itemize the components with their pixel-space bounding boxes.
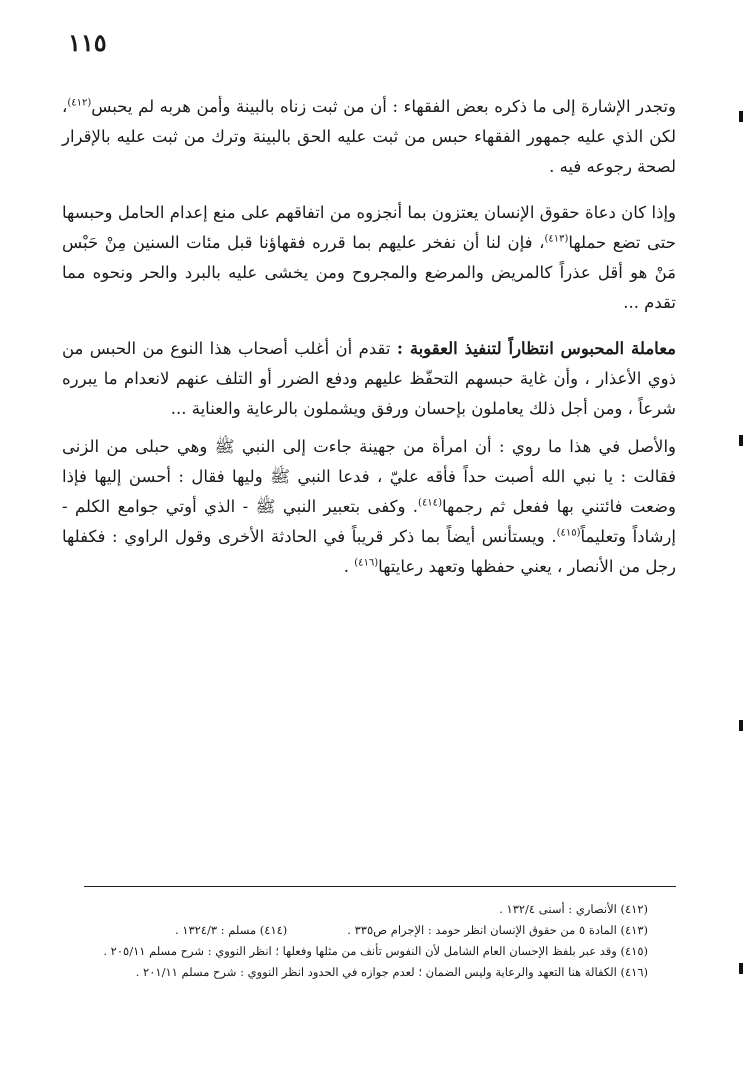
footnote-ref-412[interactable]: (٤١٢) (67, 97, 92, 109)
footnote-416: (٤١٦) الكفالة هنا التعهد والرعاية وليس الضمان ؛ لعدم جوازه في الحدود انظر النووي : شرح مسلم ٢٠١/١١ . (135, 965, 648, 979)
scan-margin-mark (739, 111, 743, 122)
scan-margin-mark (739, 963, 743, 974)
footnote-413: (٤١٣) المادة ٥ من حقوق الإنسان انظر حومد : الإجرام ص٣٣٥ . (347, 923, 648, 937)
paragraph-4: والأصل في هذا ما روي : أن امرأة من جهينة جاءت إلى النبي ﷺ وهي حبلى من الزنى فقالت : يا نبي الله أصبت حداً فأقه عليّ ، فدعا النبي ﷺ وليها فقال : أحسن إليها فإذا وضعت فائتني بها ففعل ثم رجمها$^{(٤١٤)}$. وكفى بتعبير النبي ﷺ - الذي أوتي جوامع الكلم - إرشاداً وتعليماً$^{(٤١٥)}$. ويستأنس أيضاً بما ذكر قريباً في الحادثة الأخرى وقول الراوي : فكفلها رجل من الأنصار ، يعني حفظها وتعهد رعايتها$^{(٤١٦)}$ . (62, 437, 676, 576)
footnote-ref-416[interactable]: (٤١٦) (354, 557, 379, 569)
section-heading: معاملة المحبوس انتظاراً لتنفيذ العقوبة : (396, 339, 677, 358)
footnote-415: (٤١٥) وقد عبر بلفظ الإحسان العام الشامل لأن النفوس تأنف من مثلها وفعلها ؛ انظر النووي : شرح مسلم ٢٠٥/١١ . (103, 944, 648, 958)
footnote-divider (84, 886, 676, 887)
footnotes (84, 899, 648, 983)
footnote-412: (٤١٢) الأنصاري : أسنى ١٣٢/٤ . (499, 902, 648, 916)
footnote-row (84, 920, 648, 941)
paragraph-2: وإذا كان دعاة حقوق الإنسان يعتزون بما أنجزوه من اتفاقهم على منع إعدام الحامل وحبسها حتى تضع حملها$^{(٤١٣)}$، فإن لنا أن نفخر عليهم بما قرره فقهاؤنا قبل مئات السنين مِنْ حَبْس مَنْ هو أقل عذراً كالمريض والمرضع والمجروح ومن يخشى عليه بالبرد والحر ونحوه مما تقدم ... (62, 203, 676, 312)
paragraph-3: معاملة المحبوس انتظاراً لتنفيذ العقوبة : تقدم أن أغلب أصحاب هذا النوع من الحبس من ذوي الأعذار ، وأن غاية حبسهم التحفّظ عليهم ودفع الضرر أو التلف عنهم لانعدام ما يبرره شرعاً ، ومن أجل ذلك يعاملون بإحسان ورفق ويشملون بالرعاية والعناية ... (62, 339, 677, 418)
footnote-414: (٤١٤) مسلم : ١٣٢٤/٣ . (174, 923, 288, 937)
footnote-ref-414[interactable]: (٤١٤) (418, 497, 442, 509)
main-text (62, 92, 676, 598)
scan-margin-mark (739, 720, 743, 731)
paragraph-1: وتجدر الإشارة إلى ما ذكره بعض الفقهاء : أن من ثبت زناه بالبينة وأمن هربه لم يحبس$^{(٤١٢)}$، لكن الذي عليه جمهور الفقهاء حبس من ثبت عليه الحق بالبينة وترك من ثبت عليه بالإقرار لصحة رجوعه فيه . (62, 97, 676, 176)
page-number: ١١٥ (68, 28, 107, 57)
footnote-ref-415[interactable]: (٤١٥) (556, 527, 581, 539)
footnote-ref-413[interactable]: (٤١٣) (544, 233, 569, 245)
scan-margin-mark (739, 435, 743, 446)
